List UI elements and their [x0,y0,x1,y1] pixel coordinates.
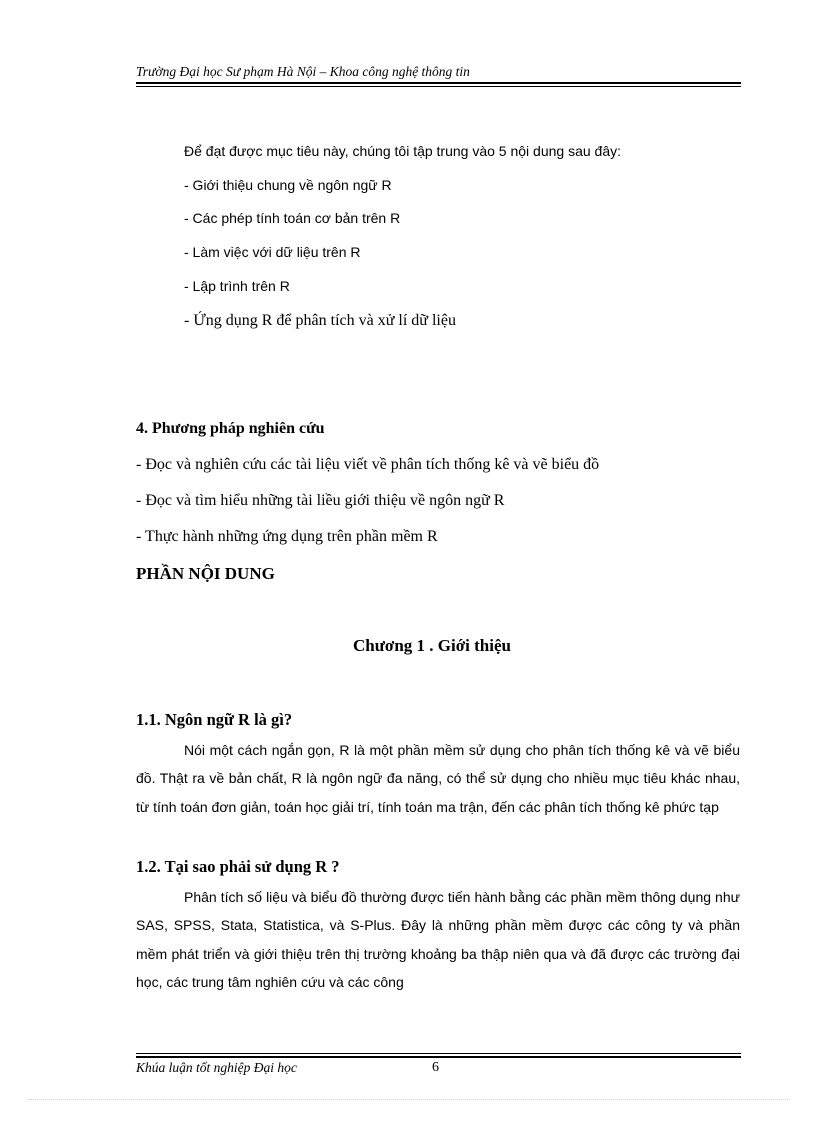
header-rule-thin [136,86,741,87]
footer-rule-thin [136,1053,741,1054]
methods-item: - Đọc và tìm hiểu những tài liều giới thiệu về ngôn ngữ R [136,492,505,509]
section-paragraph: Phân tích số liệu và biểu đồ thường được tiến hành bằng các phần mềm thông dụng như SAS, SPSS, Stata, Statistica, và S-Plus. Đây là những phần mềm được các công ty và phần mềm phát triển và giới thiệu trên thị trường khoảng ba thập niên qua và đã được các trường đại học, các trung tâm nghiên cứu và các công [136,889,740,991]
methods-item: - Thực hành những ứng dụng trên phần mềm R [136,528,438,545]
objective-item: - Ứng dụng R để phân tích và xử lí dữ liệu [184,312,456,329]
running-footer: Khúa luận tốt nghiệp Đại học [136,1060,297,1075]
section-heading: 1.2. Tại sao phải sử dụng R ? [136,857,340,876]
page-edge-divider [28,1099,788,1100]
objective-item: - Làm việc với dữ liệu trên R [184,244,361,260]
objectives-intro: Để đạt được mục tiêu này, chúng tôi tập trung vào 5 nội dung sau đây: [184,143,622,159]
section-paragraph: Nói một cách ngắn gọn, R là một phần mềm sử dụng cho phân tích thống kê và vẽ biểu đồ. Thật ra về bản chất, R là ngôn ngữ đa năng, có thể sử dụng cho nhiều mục tiêu khác nhau, từ tính toán đơn giản, toán học giải trí, tính toán ma trận, đến các phân tích thống kê phức tạp [136,742,740,815]
methods-heading: 4. Phương pháp nghiên cứu [136,420,325,437]
running-header: Trường Đại học Sư phạm Hà Nội – Khoa công nghệ thông tin [136,64,470,79]
section-heading: 1.1. Ngôn ngữ R là gì? [136,710,293,729]
methods-item: - Đọc và nghiên cứu các tài liệu viết về phân tích thống kê và vẽ biểu đồ [136,456,600,473]
part-heading: PHẦN NỘI DUNG [136,564,275,583]
header-rule [136,82,741,84]
page-number: 6 [432,1060,439,1075]
objective-item: - Giới thiệu chung về ngôn ngữ R [184,177,392,193]
footer-rule [136,1056,741,1058]
objective-item: - Lập trình trên R [184,278,290,294]
chapter-title: Chương 1 . Giới thiệu [353,636,511,655]
objective-item: - Các phép tính toán cơ bản trên R [184,210,401,226]
